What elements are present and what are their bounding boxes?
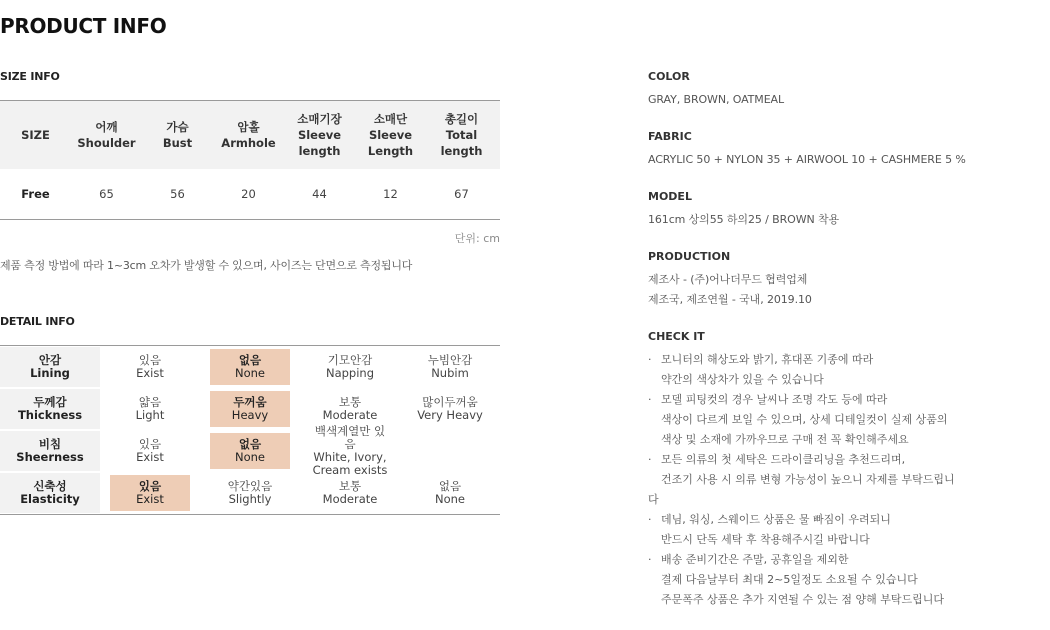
detail-label: 두께감 Thickness <box>0 389 100 429</box>
option-cell-empty <box>410 433 490 469</box>
page-title: PRODUCT INFO <box>0 14 167 38</box>
header-sleeve-cuff: 소매단 Sleeve Length <box>367 112 414 158</box>
color-block <box>648 70 1028 110</box>
header-sleeve-length: 소매기장 Sleeve length <box>297 112 342 158</box>
option-cell: 백색계열만 있음 White, Ivory, Cream exists <box>312 424 388 477</box>
check-it-heading: CHECK IT <box>648 330 705 343</box>
model-block <box>648 190 1028 230</box>
header-bust: 가슴 Bust <box>162 120 193 150</box>
option-cell-selected: 없음 None <box>210 349 290 385</box>
size-info-title: SIZE INFO <box>0 70 60 83</box>
sleeve-cuff-value: 12 <box>383 187 398 201</box>
check-it-block <box>648 330 1028 610</box>
bullet: · <box>648 513 652 526</box>
bust-value: 56 <box>170 187 185 201</box>
header-shoulder: 어깨 Shoulder <box>77 120 136 150</box>
color-heading: COLOR <box>648 70 690 83</box>
option-cell: 보통 Moderate <box>322 395 378 422</box>
armhole-value: 20 <box>241 187 256 201</box>
production-heading: PRODUCTION <box>648 250 731 263</box>
size-table <box>0 100 500 220</box>
model-value: 161cm 상의55 하의25 / BROWN 착용 <box>648 213 840 226</box>
detail-info-title: DETAIL INFO <box>0 315 75 328</box>
option-cell: 약간있음 Slightly <box>227 479 273 506</box>
option-cell: 많이두꺼움 Very Heavy <box>417 395 483 422</box>
bullet: · <box>648 393 652 406</box>
detail-row-elasticity <box>0 472 500 514</box>
size-table-header <box>0 101 500 169</box>
option-cell: 있음 Exist <box>136 437 164 464</box>
detail-row-sheerness <box>0 424 500 477</box>
option-cell: 누빔안감 Nubim <box>427 353 473 380</box>
list-item: · 배송 준비기간은 주말, 공휴일을 제외한 결제 다음날부터 최대 2~5일정도 소요될 수 있습니다 주문폭주 상품은 추가 지연될 수 있는 점 양해 부탁드립니다 <box>648 550 1028 610</box>
header-total-length: 총길이 Total length <box>440 112 483 158</box>
option-cell-selected: 두꺼움 Heavy <box>210 391 290 427</box>
option-cell: 있음 Exist <box>136 353 164 380</box>
fabric-value: ACRYLIC 50 + NYLON 35 + AIRWOOL 10 + CASHMERE 5 % <box>648 153 966 166</box>
detail-row-thickness <box>0 388 500 430</box>
option-cell: 얇음 Light <box>135 395 165 422</box>
list-item: · 데님, 워싱, 스웨이드 상품은 물 빠짐이 우려되니 반드시 단독 세탁 후 착용해주시길 바랍니다 <box>648 510 1028 550</box>
option-cell: 보통 Moderate <box>322 479 378 506</box>
header-size: SIZE <box>21 128 50 142</box>
size-cell: Free <box>21 187 50 201</box>
shoulder-value: 65 <box>99 187 114 201</box>
detail-label: 비침 Sheerness <box>0 431 100 471</box>
color-value: GRAY, BROWN, OATMEAL <box>648 93 784 106</box>
sleeve-length-value: 44 <box>312 187 327 201</box>
fabric-heading: FABRIC <box>648 130 692 143</box>
unit-label: 단위: cm <box>454 232 500 245</box>
detail-table <box>0 345 500 515</box>
model-heading: MODEL <box>648 190 692 203</box>
total-length-value: 67 <box>454 187 469 201</box>
production-line-2: 제조국, 제조연월 - 국내, 2019.10 <box>648 293 812 306</box>
list-item: · 모니터의 해상도와 밝기, 휴대폰 기종에 따라 약간의 색상차가 있을 수 있습니다 <box>648 350 1028 390</box>
option-cell-selected: 없음 None <box>210 433 290 469</box>
fabric-block <box>648 130 1028 170</box>
option-cell: 없음 None <box>434 479 465 506</box>
table-row <box>0 169 500 219</box>
production-block <box>648 250 1028 310</box>
option-cell: 기모안감 Napping <box>325 353 375 380</box>
option-cell-selected: 있음 Exist <box>110 475 190 511</box>
list-item: · 모델 피팅컷의 경우 날씨나 조명 각도 등에 따라 색상이 다르게 보일 수 있으며, 상세 디테일컷이 실제 상품의 색상 및 소재에 가까우므로 구매 전 꼭 확인해주세요 <box>648 390 1028 450</box>
bullet: · <box>648 353 652 366</box>
production-line-1: 제조사 - (주)어나더무드 협력업체 <box>648 273 808 286</box>
detail-label: 신축성 Elasticity <box>0 473 100 513</box>
list-item: · 모든 의류의 첫 세탁은 드라이클리닝을 추천드리며, 건조기 사용 시 의류 변형 가능성이 높으니 자제를 부탁드립니 다 <box>648 450 1028 510</box>
detail-row-lining <box>0 346 500 388</box>
measurement-note: 제품 측정 방법에 따라 1~3cm 오차가 발생할 수 있으며, 사이즈는 단면으로 측정됩니다 <box>0 259 413 272</box>
bullet: · <box>648 553 652 566</box>
product-details-column <box>648 70 1028 630</box>
detail-label: 안감 Lining <box>0 347 100 387</box>
header-armhole: 암홀 Armhole <box>221 120 276 150</box>
bullet: · <box>648 453 652 466</box>
